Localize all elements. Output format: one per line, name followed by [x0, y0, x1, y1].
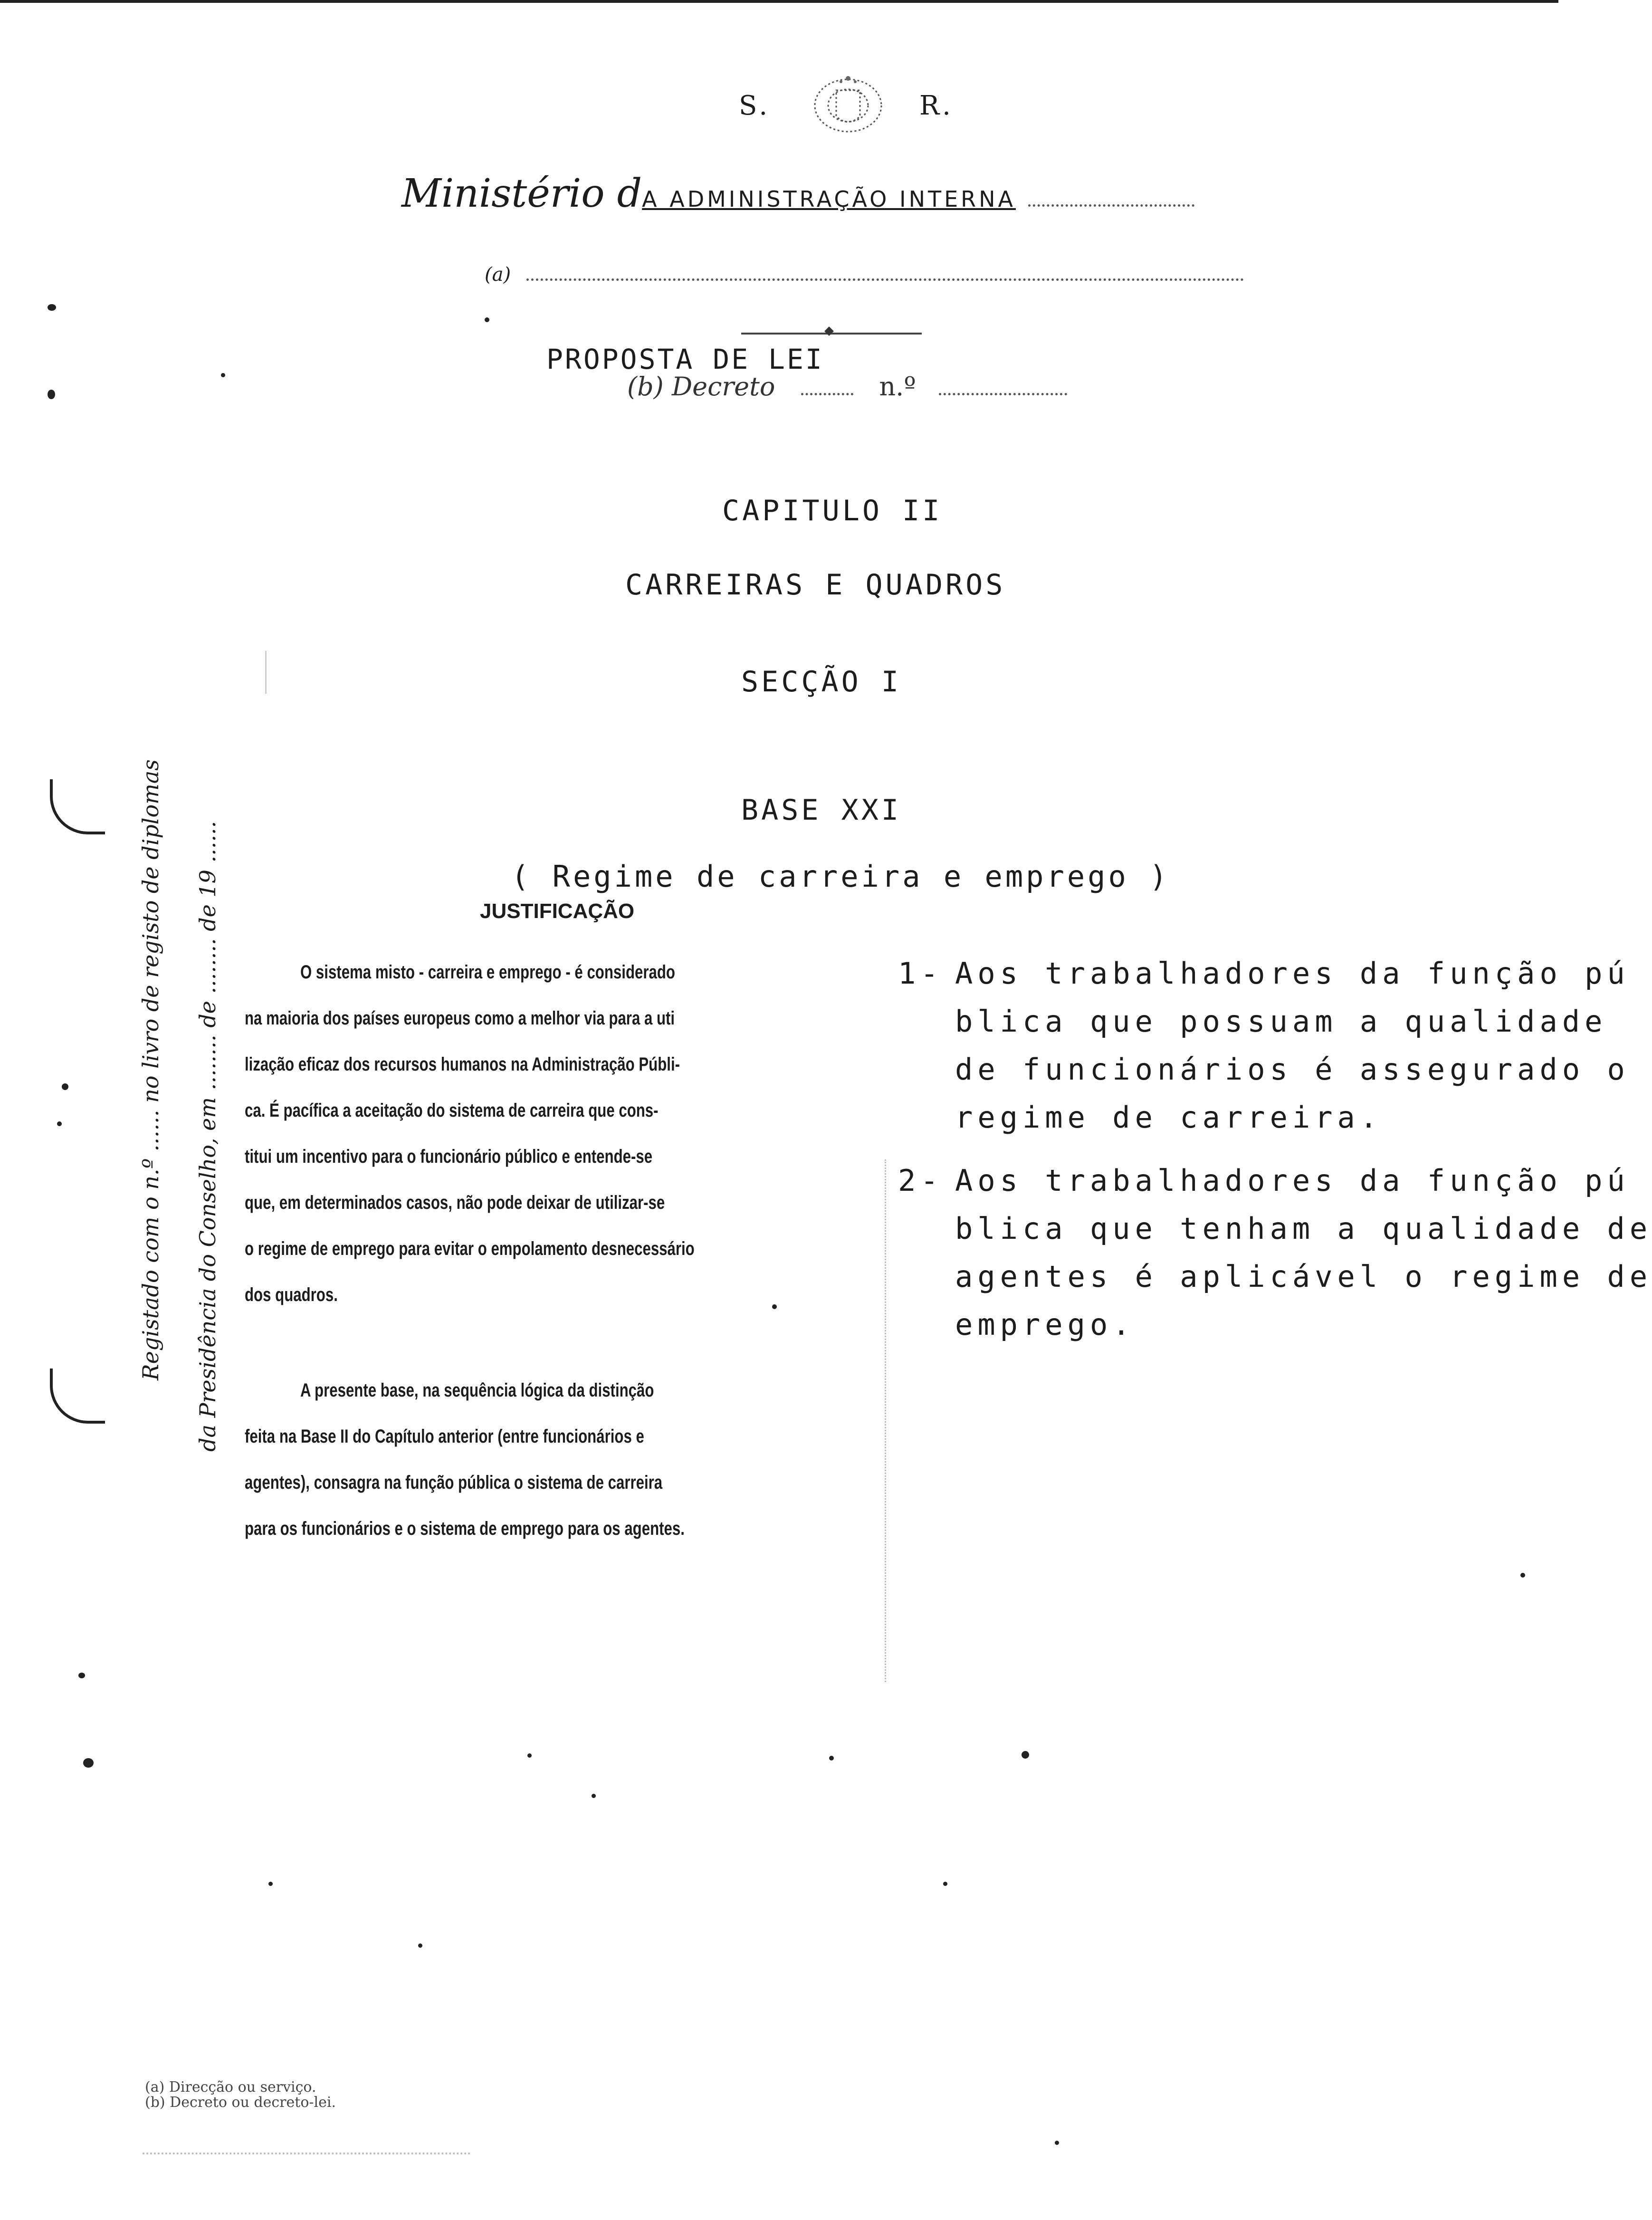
article-line: blica que possuam a qualidade	[955, 1004, 1607, 1039]
bracket-mark-bottom	[50, 1368, 105, 1424]
article-line: blica que tenham a qualidade de	[955, 1211, 1652, 1246]
ministry-line	[401, 171, 1194, 216]
justification-line: dos quadros.	[245, 1284, 338, 1305]
decree-label: (b) Decreto	[627, 372, 775, 402]
number-dotted-line	[939, 392, 1067, 395]
article-1	[898, 949, 1630, 1141]
scan-speck	[1022, 1751, 1029, 1759]
article-2	[898, 1157, 1652, 1349]
scan-speck	[57, 1121, 62, 1126]
scan-speck	[48, 304, 56, 311]
article-line: Aos trabalhadores da função pú	[955, 956, 1630, 991]
justification-line: O sistema misto - carreira e emprego - é considerado	[300, 962, 675, 983]
section-title-heading: CARREIRAS E QUADROS	[625, 568, 1006, 602]
faint-print-mark	[143, 2153, 470, 2154]
ministry-prefix: Ministério d	[401, 171, 642, 216]
justification-line: agentes), consagra na função pública o sistema de carreira	[245, 1472, 663, 1493]
justification-line: na maioria dos países europeus como a melhor via para a uti	[245, 1008, 675, 1029]
article-line: regime de carreira.	[955, 1100, 1383, 1135]
justification-line: ca. É pacífica a aceitação do sistema de carreira que cons-	[245, 1100, 659, 1121]
justification-line: o regime de emprego para evitar o empolamento desnecessário	[245, 1238, 695, 1259]
top-border	[0, 0, 1558, 3]
scan-speck	[1055, 2141, 1059, 2145]
scan-speck	[943, 1882, 947, 1886]
chapter-heading: CAPITULO II	[722, 494, 943, 527]
scan-speck	[418, 1943, 422, 1948]
scan-speck	[48, 390, 55, 399]
margin-mark	[265, 651, 267, 694]
article-number: 1-	[898, 956, 943, 991]
scan-speck	[772, 1304, 777, 1309]
section-heading: SECÇÃO I	[741, 665, 901, 699]
scan-speck	[485, 317, 489, 322]
scan-speck	[1520, 1573, 1525, 1578]
article-line: de funcionários é assegurado o	[955, 1052, 1630, 1087]
number-label: n.º	[879, 372, 916, 402]
justification-paragraph-2	[245, 1368, 685, 1552]
scan-speck	[83, 1758, 94, 1768]
regime-heading: ( Regime de carreira e emprego )	[511, 859, 1170, 894]
scan-speck	[527, 1753, 532, 1758]
field-a-dotted-line	[526, 278, 1244, 281]
justification-title: JUSTIFICAÇÃO	[480, 899, 635, 923]
footnote-b: (b) Decreto ou decreto-lei.	[145, 2094, 336, 2111]
margin-registration-line-1: Registado com o n.º ...... no livro de registo de diplomas	[138, 759, 163, 1380]
field-a-label: (a)	[485, 264, 511, 286]
justification-line: titui um incentivo para o funcionário público e entende-se	[245, 1146, 653, 1167]
article-line: Aos trabalhadores da função pú	[955, 1163, 1630, 1198]
justification-line: feita na Base II do Capítulo anterior (entre funcionários e	[245, 1426, 644, 1447]
scan-speck	[78, 1673, 85, 1678]
ministry-department: A ADMINISTRAÇÃO INTERNA	[642, 186, 1016, 212]
base-heading: BASE XXI	[741, 794, 901, 827]
footnote-a: (a) Direcção ou serviço.	[145, 2079, 316, 2096]
field-a-row	[485, 264, 1244, 286]
article-line: emprego.	[955, 1307, 1135, 1342]
decree-row	[627, 372, 1067, 402]
margin-registration-line-2: da Presidência do Conselho, em ........ de ........ de 19 ......	[195, 821, 220, 1452]
justification-line: que, em determinados casos, não pode deixar de utilizar-se	[245, 1192, 665, 1213]
justification-line: A presente base, na sequência lógica da distinção	[300, 1380, 654, 1401]
article-number: 2-	[898, 1163, 943, 1198]
scan-speck	[592, 1794, 596, 1798]
proposal-title: PROPOSTA DE LEI	[546, 343, 824, 375]
coat-of-arms-icon	[808, 71, 888, 138]
bracket-mark-top	[50, 779, 105, 834]
header-right-initial: R.	[919, 90, 954, 121]
scan-speck	[829, 1756, 834, 1761]
column-divider	[885, 1159, 886, 1682]
decree-dotted-line	[801, 392, 853, 395]
justification-line: lização eficaz dos recursos humanos na Administração Públi-	[245, 1054, 680, 1075]
scan-speck	[268, 1882, 273, 1886]
justification-paragraph-1	[245, 949, 695, 1318]
article-line: agentes é aplicável o regime de	[955, 1259, 1652, 1294]
header-left-initial: S.	[739, 90, 771, 121]
justification-line: para os funcionários e o sistema de emprego para os agentes.	[245, 1518, 685, 1539]
ministry-dotted-line	[1028, 204, 1194, 207]
scan-speck	[221, 373, 225, 377]
scan-speck	[62, 1083, 68, 1090]
